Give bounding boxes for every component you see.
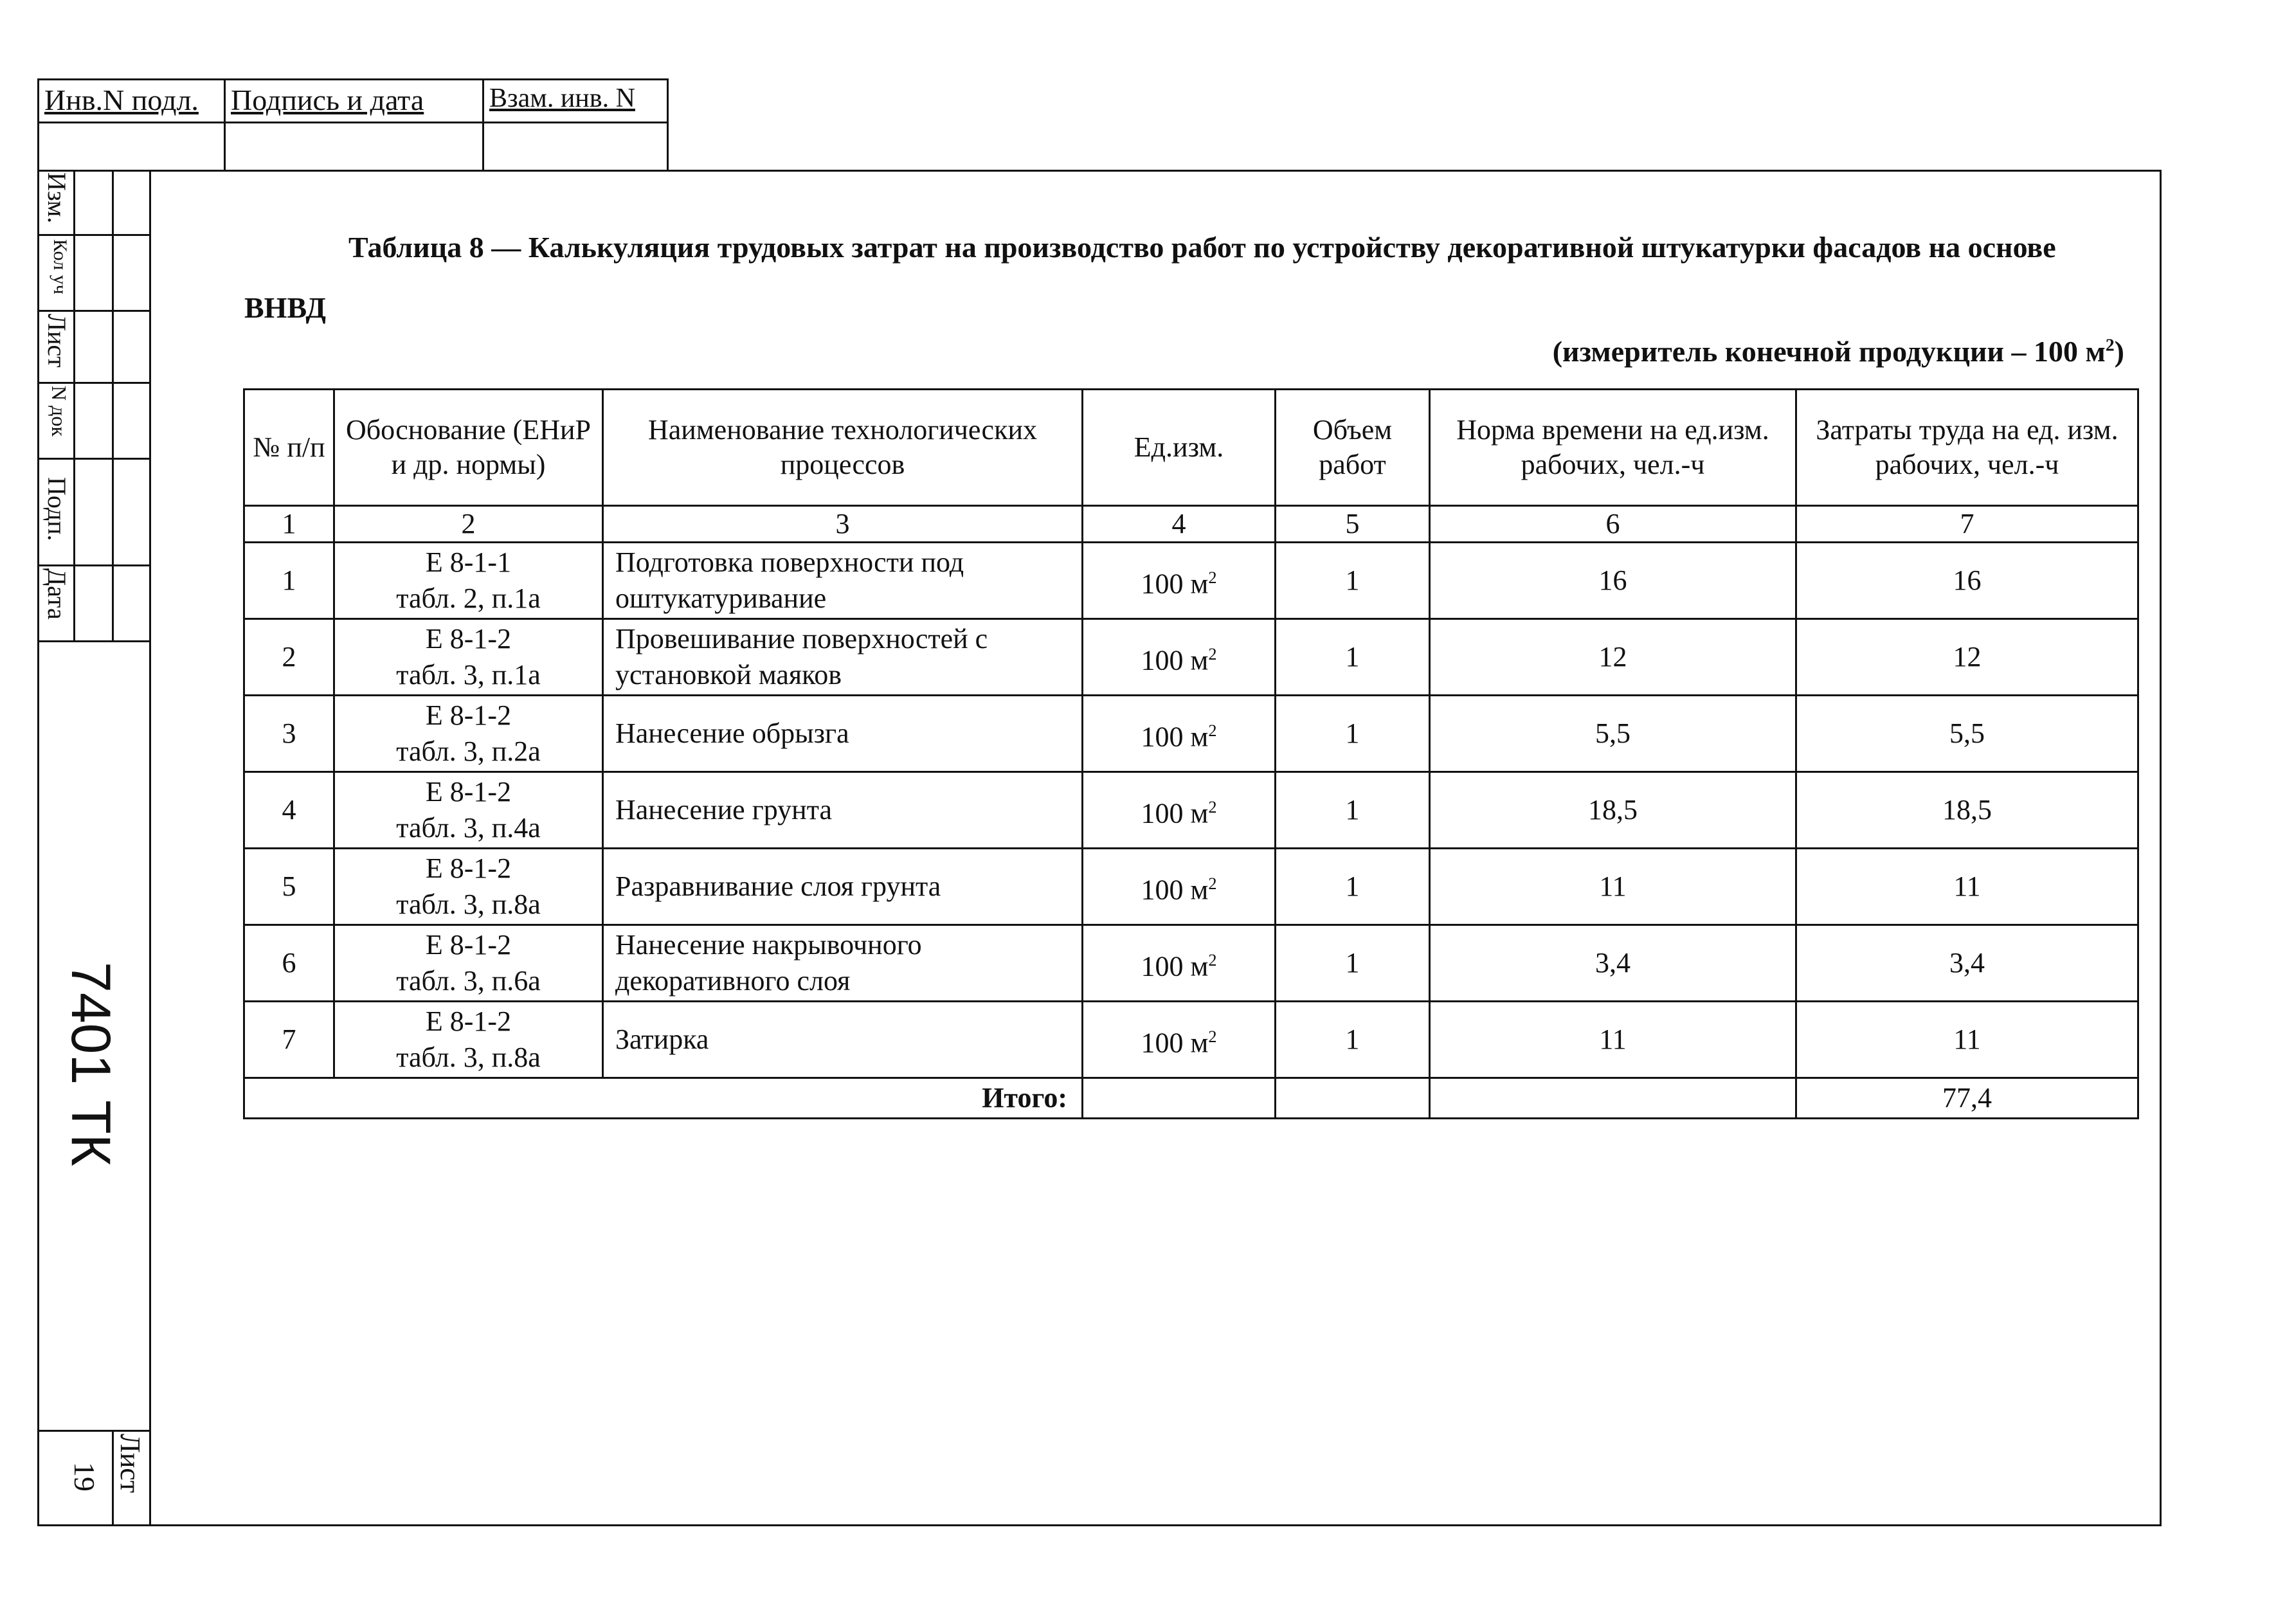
table-row <box>244 696 2138 772</box>
side-stamp <box>37 170 149 1526</box>
side-hline <box>37 382 149 384</box>
row-basis: Е 8-1-2 табл. 3, п.4а <box>334 772 603 849</box>
row-unit: 100 $м^2$ <box>1083 849 1276 925</box>
row-norm: 5,5 <box>1430 696 1796 772</box>
header-number: № п/п <box>244 390 334 506</box>
column-number: 3 <box>603 506 1083 543</box>
row-volume: 1 <box>1276 619 1430 696</box>
column-number-row <box>244 506 2138 543</box>
header-volume: Объем работ <box>1276 390 1430 506</box>
top-stamp <box>37 78 669 170</box>
row-labor: 11 <box>1796 849 2138 925</box>
total-value: 77,4 <box>1796 1078 2138 1119</box>
row-basis: Е 8-1-2 табл. 3, п.6а <box>334 925 603 1002</box>
column-number: 7 <box>1796 506 2138 543</box>
row-norm: 18,5 <box>1430 772 1796 849</box>
total-empty-cell <box>1430 1078 1796 1119</box>
side-hline <box>37 564 149 566</box>
row-volume: 1 <box>1276 1002 1430 1078</box>
row-process: Подготовка поверхности под оштукатуривание <box>603 543 1083 619</box>
column-number: 6 <box>1430 506 1796 543</box>
row-basis: Е 8-1-2 табл. 3, п.1а <box>334 619 603 696</box>
row-volume: 1 <box>1276 543 1430 619</box>
side-hline <box>37 640 149 642</box>
vzam-label: Взам. инв. N <box>489 84 635 113</box>
unit-note: (измеритель конечной продукции – 100 $м^2$) <box>1552 334 2124 368</box>
row-basis: Е 8-1-2 табл. 3, п.8а <box>334 849 603 925</box>
row-process: Нанесение обрызга <box>603 696 1083 772</box>
row-unit: 100 $м^2$ <box>1083 619 1276 696</box>
table-row <box>244 772 2138 849</box>
side-hline <box>37 234 149 236</box>
row-labor: 12 <box>1796 619 2138 696</box>
column-number: 2 <box>334 506 603 543</box>
table-row <box>244 849 2138 925</box>
header-process: Наименование технологических процессов <box>603 390 1083 506</box>
side-divider <box>112 170 114 640</box>
total-empty-cell <box>1083 1078 1276 1119</box>
row-basis: Е 8-1-2 табл. 3, п.2а <box>334 696 603 772</box>
side-divider <box>73 170 75 640</box>
document-code: 7401 ТК <box>60 962 122 1166</box>
table-row <box>244 1002 2138 1078</box>
total-row <box>244 1078 2138 1119</box>
header-labor: Затраты труда на ед. изм. рабочих, чел.-ч <box>1796 390 2138 506</box>
row-number: 4 <box>244 772 334 849</box>
side-hline <box>37 458 149 460</box>
row-volume: 1 <box>1276 772 1430 849</box>
row-labor: 3,4 <box>1796 925 2138 1002</box>
total-empty-cell <box>1276 1078 1430 1119</box>
column-number: 4 <box>1083 506 1276 543</box>
header-unit: Ед.изм. <box>1083 390 1276 506</box>
row-unit: 100 $м^2$ <box>1083 1002 1276 1078</box>
row-norm: 12 <box>1430 619 1796 696</box>
side-hline <box>37 310 149 312</box>
labor-cost-table <box>243 388 2139 1119</box>
row-norm: 16 <box>1430 543 1796 619</box>
row-number: 3 <box>244 696 334 772</box>
podp-label: Подп. <box>42 477 71 541</box>
inv-label: Инв.N подл. <box>44 84 199 116</box>
row-process: Нанесение грунта <box>603 772 1083 849</box>
row-labor: 5,5 <box>1796 696 2138 772</box>
row-basis: Е 8-1-2 табл. 3, п.8а <box>334 1002 603 1078</box>
row-volume: 1 <box>1276 925 1430 1002</box>
row-number: 6 <box>244 925 334 1002</box>
row-number: 5 <box>244 849 334 925</box>
table-row <box>244 925 2138 1002</box>
total-label: Итого: <box>244 1078 1083 1119</box>
header-norm: Норма времени на ед.изм. рабочих, чел.-ч <box>1430 390 1796 506</box>
column-number: 1 <box>244 506 334 543</box>
row-labor: 18,5 <box>1796 772 2138 849</box>
sheet-number: 19 <box>68 1462 101 1492</box>
row-norm: 11 <box>1430 849 1796 925</box>
table-title: Таблица 8 — Калькуляция трудовых затрат на производство работ по устройству декоративной штукатурки фасадов на основе ВНВД <box>244 231 2056 324</box>
row-unit: 100 $м^2$ <box>1083 543 1276 619</box>
row-number: 2 <box>244 619 334 696</box>
row-process: Затирка <box>603 1002 1083 1078</box>
row-number: 1 <box>244 543 334 619</box>
sheet-label: Лист <box>114 1434 146 1493</box>
row-norm: 3,4 <box>1430 925 1796 1002</box>
row-labor: 16 <box>1796 543 2138 619</box>
row-unit: 100 $м^2$ <box>1083 696 1276 772</box>
data-label: Дата <box>42 568 71 620</box>
row-process: Разравнивание слоя грунта <box>603 849 1083 925</box>
table-row <box>244 543 2138 619</box>
row-process: Провешивание поверхностей с установкой маяков <box>603 619 1083 696</box>
row-basis: Е 8-1-1 табл. 2, п.1а <box>334 543 603 619</box>
row-unit: 100 $м^2$ <box>1083 772 1276 849</box>
izm-label: Изм. <box>42 172 71 224</box>
sign-label: Подпись и дата <box>231 84 424 116</box>
row-volume: 1 <box>1276 849 1430 925</box>
kol-uch-label: Кол уч <box>50 239 71 294</box>
list-label: Лист <box>42 314 71 368</box>
row-labor: 11 <box>1796 1002 2138 1078</box>
header-basis: Обоснование (ЕНиР и др. нормы) <box>334 390 603 506</box>
row-unit: 100 $м^2$ <box>1083 925 1276 1002</box>
table-header-row <box>244 390 2138 506</box>
side-hline <box>37 1430 149 1432</box>
table-row <box>244 619 2138 696</box>
row-process: Нанесение накрывочного декоративного слоя <box>603 925 1083 1002</box>
column-number: 5 <box>1276 506 1430 543</box>
row-norm: 11 <box>1430 1002 1796 1078</box>
row-number: 7 <box>244 1002 334 1078</box>
n-dok-label: N док <box>48 386 71 437</box>
row-volume: 1 <box>1276 696 1430 772</box>
